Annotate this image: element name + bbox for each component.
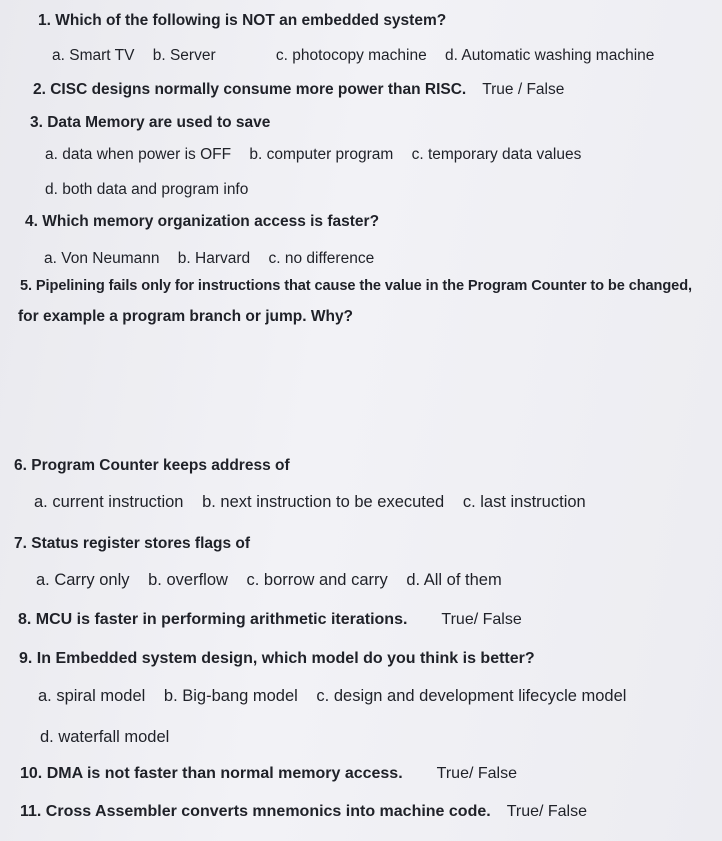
question-4-options (44, 249, 374, 269)
question-5-title-line1: 5. Pipelining fails only for instructions that cause the value in the Program Counter to be changed, (20, 278, 692, 294)
question-8-text: 8. MCU is faster in performing arithmetic iterations. (18, 611, 408, 628)
question-1-option-a[interactable]: a. Smart TV (52, 47, 135, 64)
question-9-option-a[interactable]: a. spiral model (38, 687, 146, 705)
question-9-option-d[interactable]: d. waterfall model (40, 728, 170, 746)
question-9-options-line1 (38, 686, 626, 706)
question-8-title (18, 610, 522, 630)
question-9-option-c[interactable]: c. design and development lifecycle model (316, 687, 627, 705)
question-1-title: 1. Which of the following is NOT an embedded system? (38, 12, 447, 29)
question-6-option-a[interactable]: a. current instruction (34, 493, 184, 511)
question-9-options-line2 (40, 727, 169, 747)
question-7-title: 7. Status register stores flags of (14, 535, 251, 552)
question-3-title: 3. Data Memory are used to save (30, 114, 271, 131)
question-10-text: 10. DMA is not faster than normal memory access. (20, 765, 403, 782)
question-6-option-b[interactable]: b. next instruction to be executed (202, 493, 445, 511)
question-3-option-c[interactable]: c. temporary data values (411, 146, 582, 163)
show-through-mark (470, 196, 474, 212)
question-2-true-false[interactable]: True / False (482, 81, 565, 98)
question-1-option-c[interactable]: c. photocopy machine (275, 47, 427, 64)
question-3-option-d[interactable]: d. both data and program info (45, 181, 249, 198)
question-10-true-false[interactable]: True/ False (436, 765, 517, 782)
question-10-title (20, 764, 517, 784)
question-7-option-d[interactable]: d. All of them (406, 571, 502, 589)
question-7-option-b[interactable]: b. overflow (148, 571, 228, 589)
question-4-option-a[interactable]: a. Von Neumann (44, 250, 160, 267)
question-7-options (36, 570, 502, 590)
question-1-options (52, 46, 654, 66)
question-3-option-b[interactable]: b. computer program (249, 146, 394, 163)
question-2-text: 2. CISC designs normally consume more power than RISC. (33, 81, 467, 98)
question-11-title (20, 802, 587, 822)
question-5-title-line2: for example a program branch or jump. Why? (18, 308, 354, 325)
question-3-option-a[interactable]: a. data when power is OFF (45, 146, 232, 163)
question-6-title: 6. Program Counter keeps address of (14, 457, 290, 474)
question-6-options (34, 492, 586, 512)
question-6-option-c[interactable]: c. last instruction (462, 493, 586, 511)
question-9-title: 9. In Embedded system design, which model do you think is better? (19, 650, 535, 667)
question-1-option-d[interactable]: d. Automatic washing machine (445, 47, 655, 64)
question-11-text: 11. Cross Assembler converts mnemonics into machine code. (20, 803, 491, 820)
question-8-true-false[interactable]: True/ False (441, 611, 522, 628)
question-7-option-c[interactable]: c. borrow and carry (246, 571, 388, 589)
question-1-option-b[interactable]: b. Server (152, 47, 216, 64)
question-9-option-b[interactable]: b. Big-bang model (163, 687, 298, 705)
question-4-option-c[interactable]: c. no difference (268, 250, 375, 267)
question-2-title (33, 80, 564, 100)
question-4-title: 4. Which memory organization access is faster? (25, 213, 380, 230)
question-4-option-b[interactable]: b. Harvard (177, 250, 251, 267)
question-3-options-line2 (45, 180, 248, 200)
question-7-option-a[interactable]: a. Carry only (36, 571, 130, 589)
question-3-options-line1 (45, 145, 581, 165)
question-11-true-false[interactable]: True/ False (506, 803, 588, 820)
